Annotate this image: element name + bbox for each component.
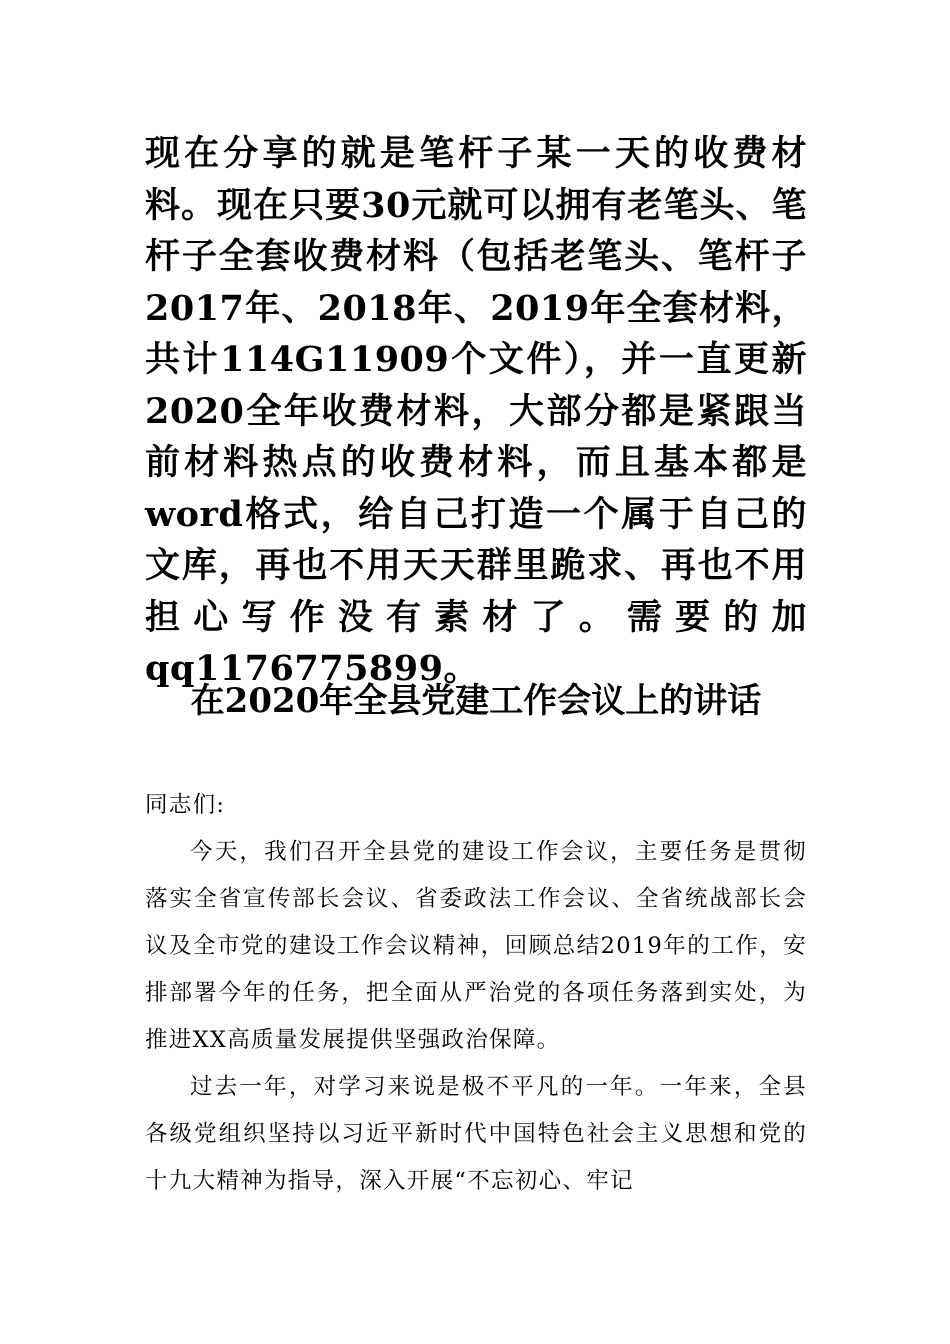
body-paragraph: 今天，我们召开全县党的建设工作会议，主要任务是贯彻落实全省宣传部长会议、省委政法工作会议、全省统战部长会议及全市党的建设工作会议精神，回顾总结2019年的工作，安排部署今年的任务，把全面从严治党的各项任务落到实处，为推进XX高质量发展提供坚强政治保障。 — [145, 839, 807, 1053]
document-title: 在2020年全县党建工作会议上的讲话 — [190, 681, 762, 721]
document-body — [145, 782, 807, 1205]
promo-paragraph: 现在分享的就是笔杆子某一天的收费材料。现在只要30元就可以拥有老笔头、笔杆子全套收费材料（包括老笔头、笔杆子2017年、2018年、2019年全套材料，共计114G11909个文件），并一直更新2020全年收费材料，大部分都是紧跟当前材料热点的收费材料，而且基本都是word格式，给自己打造一个属于自己的文库，再也不用天天群里跪求、再也不用担心写作没有素材了。需要的加qq1176775899。 — [145, 133, 807, 689]
salutation: 同志们: — [145, 792, 226, 818]
body-paragraph: 过去一年，对学习来说是极不平凡的一年。一年来，全县各级党组织坚持以习近平新时代中国特色社会主义思想和党的十九大精神为指导，深入开展“不忘初心、牢记 — [145, 1074, 807, 1194]
